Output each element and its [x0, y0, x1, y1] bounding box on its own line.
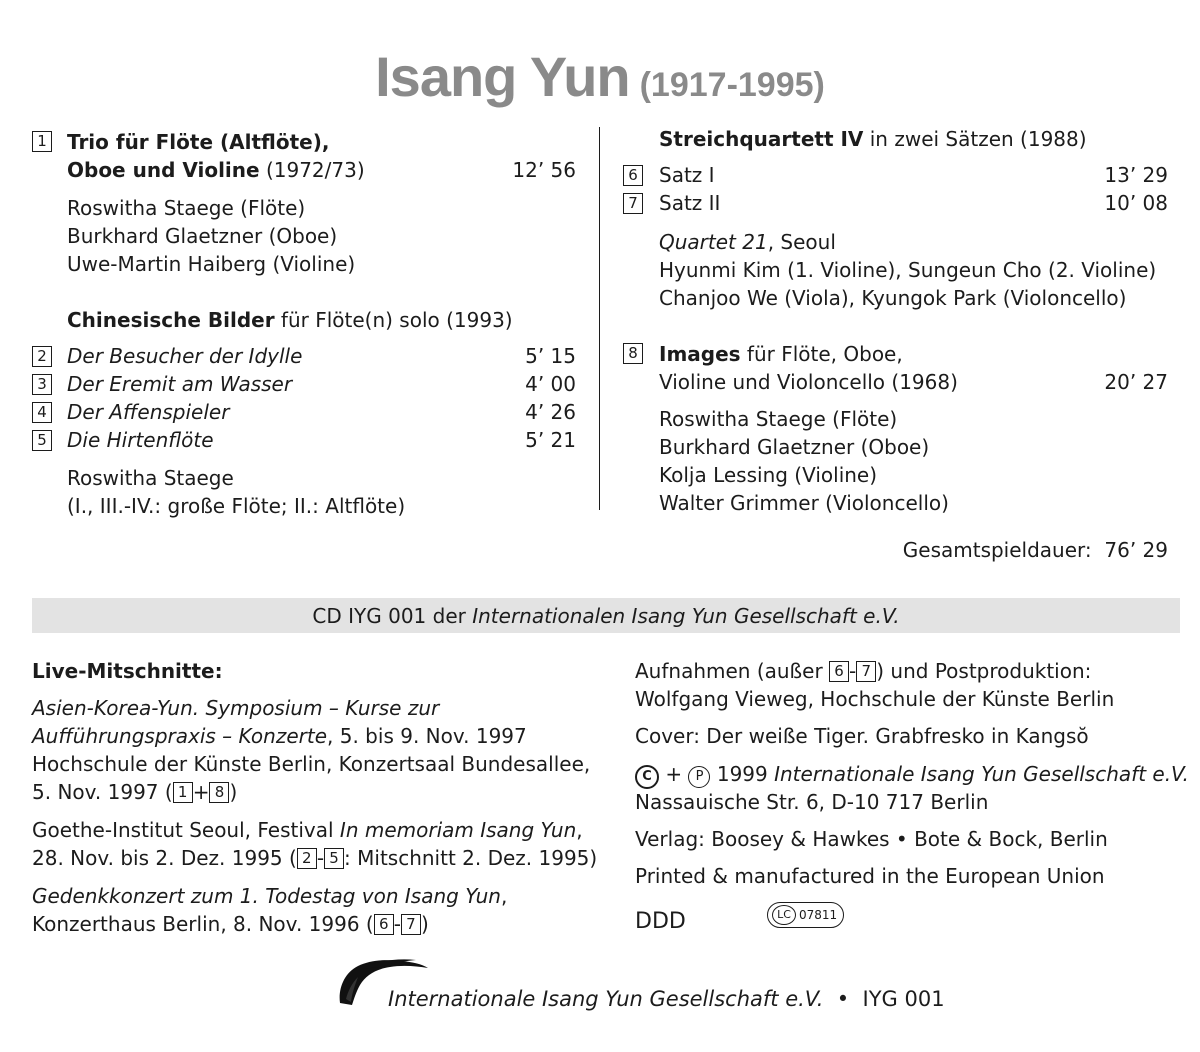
catalog-society: Internationalen Isang Yun Gesellschaft e.V. [472, 604, 900, 628]
dash: - [393, 912, 401, 936]
track-number: 6 [623, 165, 643, 186]
bilder-performer: Roswitha Staege [67, 466, 234, 490]
footer [388, 985, 945, 1013]
track-number: 1 [173, 782, 193, 803]
track-title: Satz I [659, 163, 715, 187]
catalog-band [32, 598, 1180, 633]
goethe-text: Goethe-Institut Seoul, Festival [32, 818, 340, 842]
trio-title-bold: Oboe und Violine [67, 158, 260, 182]
copyright-holder: Internationale Isang Yun Gesellschaft e.V. [774, 762, 1189, 786]
footer-society: Internationale Isang Yun Gesellschaft e.V. [388, 987, 824, 1011]
recording-note: : Mitschnitt 2. Dez. 1995) [344, 846, 598, 870]
copyright-icon: C [635, 765, 659, 789]
publisher: Verlag: Boosey & Hawkes • Bote & Bock, Berlin [635, 827, 1108, 851]
catalog-text [32, 602, 1180, 630]
live-heading: Live-Mitschnitte: [32, 659, 223, 683]
live-p2-line1 [32, 816, 583, 844]
track-number: 1 [32, 131, 52, 152]
plus-sign: + [192, 780, 210, 804]
quartet-members: Chanjoo We (Viola), Kyungok Park (Violoncello) [659, 286, 1127, 310]
date-text: 5. Nov. 1997 ( [32, 780, 173, 804]
quartet-ensemble [659, 228, 836, 256]
track-duration: 4’ 00 [525, 372, 576, 396]
track-title: Satz II [659, 191, 721, 215]
images-performer: Burkhard Glaetzner (Oboe) [659, 435, 930, 459]
composer-name: Isang Yun [375, 45, 630, 108]
trio-performer: Uwe-Martin Haiberg (Violine) [67, 252, 356, 276]
phonogram-icon: P [688, 766, 710, 788]
live-p1-line4 [32, 778, 237, 806]
images-instruments: Violine und Violoncello (1968) [659, 370, 958, 394]
total-duration [903, 536, 1168, 564]
dash: - [316, 846, 325, 870]
track-number: 8 [209, 782, 229, 803]
page-title [0, 44, 1200, 109]
track-number: 7 [856, 661, 876, 682]
rec-text-2: ) und Postproduktion: [876, 659, 1092, 683]
track-number: 6 [829, 661, 849, 682]
track-number: 7 [623, 193, 643, 214]
footer-bullet: • [823, 987, 863, 1011]
trio-performer: Burkhard Glaetzner (Oboe) [67, 224, 338, 248]
total-label: Gesamtspieldauer: [902, 538, 1092, 562]
cover-credit: Cover: Der weiße Tiger. Grabfresko in Kangsŏ [635, 724, 1089, 748]
track-title: Der Affenspieler [67, 400, 230, 424]
bilder-subtitle: für Flöte(n) solo (1993) [274, 308, 513, 332]
quartet-members: Hyunmi Kim (1. Violine), Sungeun Cho (2. Violine) [659, 258, 1157, 282]
live-p1-line1: Asien-Korea-Yun. Symposium – Kurse zur [32, 696, 440, 720]
bilder-performer-note: (I., III.-IV.: große Flöte; II.: Altflöte) [67, 494, 406, 518]
track-number: 3 [32, 374, 52, 395]
images-performer: Walter Grimmer (Violoncello) [659, 491, 949, 515]
recording-credit [635, 657, 1091, 685]
live-p3-line1 [32, 882, 507, 910]
live-p3-line2 [32, 910, 429, 938]
comma: , [576, 818, 583, 842]
bilder-title: Chinesische Bilder [67, 308, 275, 332]
composer-years: (1917-1995) [639, 66, 825, 104]
symposium-dates: , 5. bis 9. Nov. 1997 [327, 724, 527, 748]
track-number: 5 [324, 848, 344, 869]
lc-number: 07811 [799, 908, 838, 922]
symposium-title: Aufführungspraxis – Konzerte [32, 724, 328, 748]
trio-year: (1972/73) [265, 158, 365, 182]
printed-note: Printed & manufactured in the European Union [635, 864, 1105, 888]
track-number: 6 [374, 914, 394, 935]
images-performer: Roswitha Staege (Flöte) [659, 407, 898, 431]
date-text: 28. Nov. bis 2. Dez. 1995 ( [32, 846, 297, 870]
track-number: 7 [401, 914, 421, 935]
footer-catalog-number: IYG 001 [862, 987, 945, 1011]
track-title: Der Eremit am Wasser [67, 372, 293, 396]
quartet-heading [659, 125, 1087, 153]
ddd-mark: DDD [635, 909, 686, 934]
ensemble-city: , Seoul [767, 230, 836, 254]
quartet-subtitle: in zwei Sätzen (1988) [863, 127, 1087, 151]
track-duration: 5’ 21 [525, 428, 576, 452]
images-heading [659, 340, 903, 368]
bilder-heading [67, 306, 513, 334]
dash: - [849, 659, 857, 683]
label-code-badge [767, 902, 844, 928]
ensemble-name: Quartet 21 [659, 230, 768, 254]
track-title: Der Besucher der Idylle [67, 344, 303, 368]
quartet-title: Streichquartett IV [659, 127, 864, 151]
live-p1-line2 [32, 722, 527, 750]
trio-title-line2 [67, 156, 365, 184]
track-duration: 4’ 26 [525, 400, 576, 424]
festival-title: In memoriam Isang Yun [339, 818, 577, 842]
live-p1-line3: Hochschule der Künste Berlin, Konzertsaal Bundesallee, [32, 752, 591, 776]
engineer-credit: Wolfgang Vieweg, Hochschule der Künste Berlin [635, 687, 1115, 711]
track-title: Die Hirtenflöte [67, 428, 214, 452]
trio-title-line1: Trio für Flöte (Altflöte), [67, 130, 330, 154]
catalog-prefix: CD IYG 001 der [312, 604, 473, 628]
plus-sign: + [659, 762, 689, 786]
images-duration: 20’ 27 [1104, 370, 1168, 394]
track-duration: 13’ 29 [1104, 163, 1168, 187]
live-p2-line2 [32, 844, 597, 872]
memorial-concert-title: Gedenkkonzert zum 1. Todestag von Isang Yun [32, 884, 501, 908]
images-performer: Kolja Lessing (Violine) [659, 463, 878, 487]
lc-icon: LC [772, 905, 796, 925]
track-number: 4 [32, 402, 52, 423]
track-duration: 10’ 08 [1104, 191, 1168, 215]
comma: , [500, 884, 508, 908]
address: Nassauische Str. 6, D-10 717 Berlin [635, 790, 989, 814]
rec-text: Aufnahmen (außer [635, 659, 830, 683]
track-number: 8 [623, 343, 643, 364]
track-number: 5 [32, 430, 52, 451]
trio-performer: Roswitha Staege (Flöte) [67, 196, 306, 220]
track-number: 2 [32, 346, 52, 367]
images-subtitle: für Flöte, Oboe, [740, 342, 903, 366]
close-paren: ) [229, 780, 238, 804]
close-paren: ) [420, 912, 429, 936]
copyright-year: 1999 [710, 762, 775, 786]
track-number: 2 [297, 848, 317, 869]
track-duration: 5’ 15 [525, 344, 576, 368]
copyright-line [635, 760, 1189, 789]
trio-duration: 12’ 56 [512, 158, 576, 182]
total-value: 76’ 29 [1104, 538, 1168, 562]
images-title: Images [659, 342, 741, 366]
column-divider [599, 127, 600, 510]
label-code [767, 902, 844, 928]
date-text: Konzerthaus Berlin, 8. Nov. 1996 ( [32, 912, 374, 936]
